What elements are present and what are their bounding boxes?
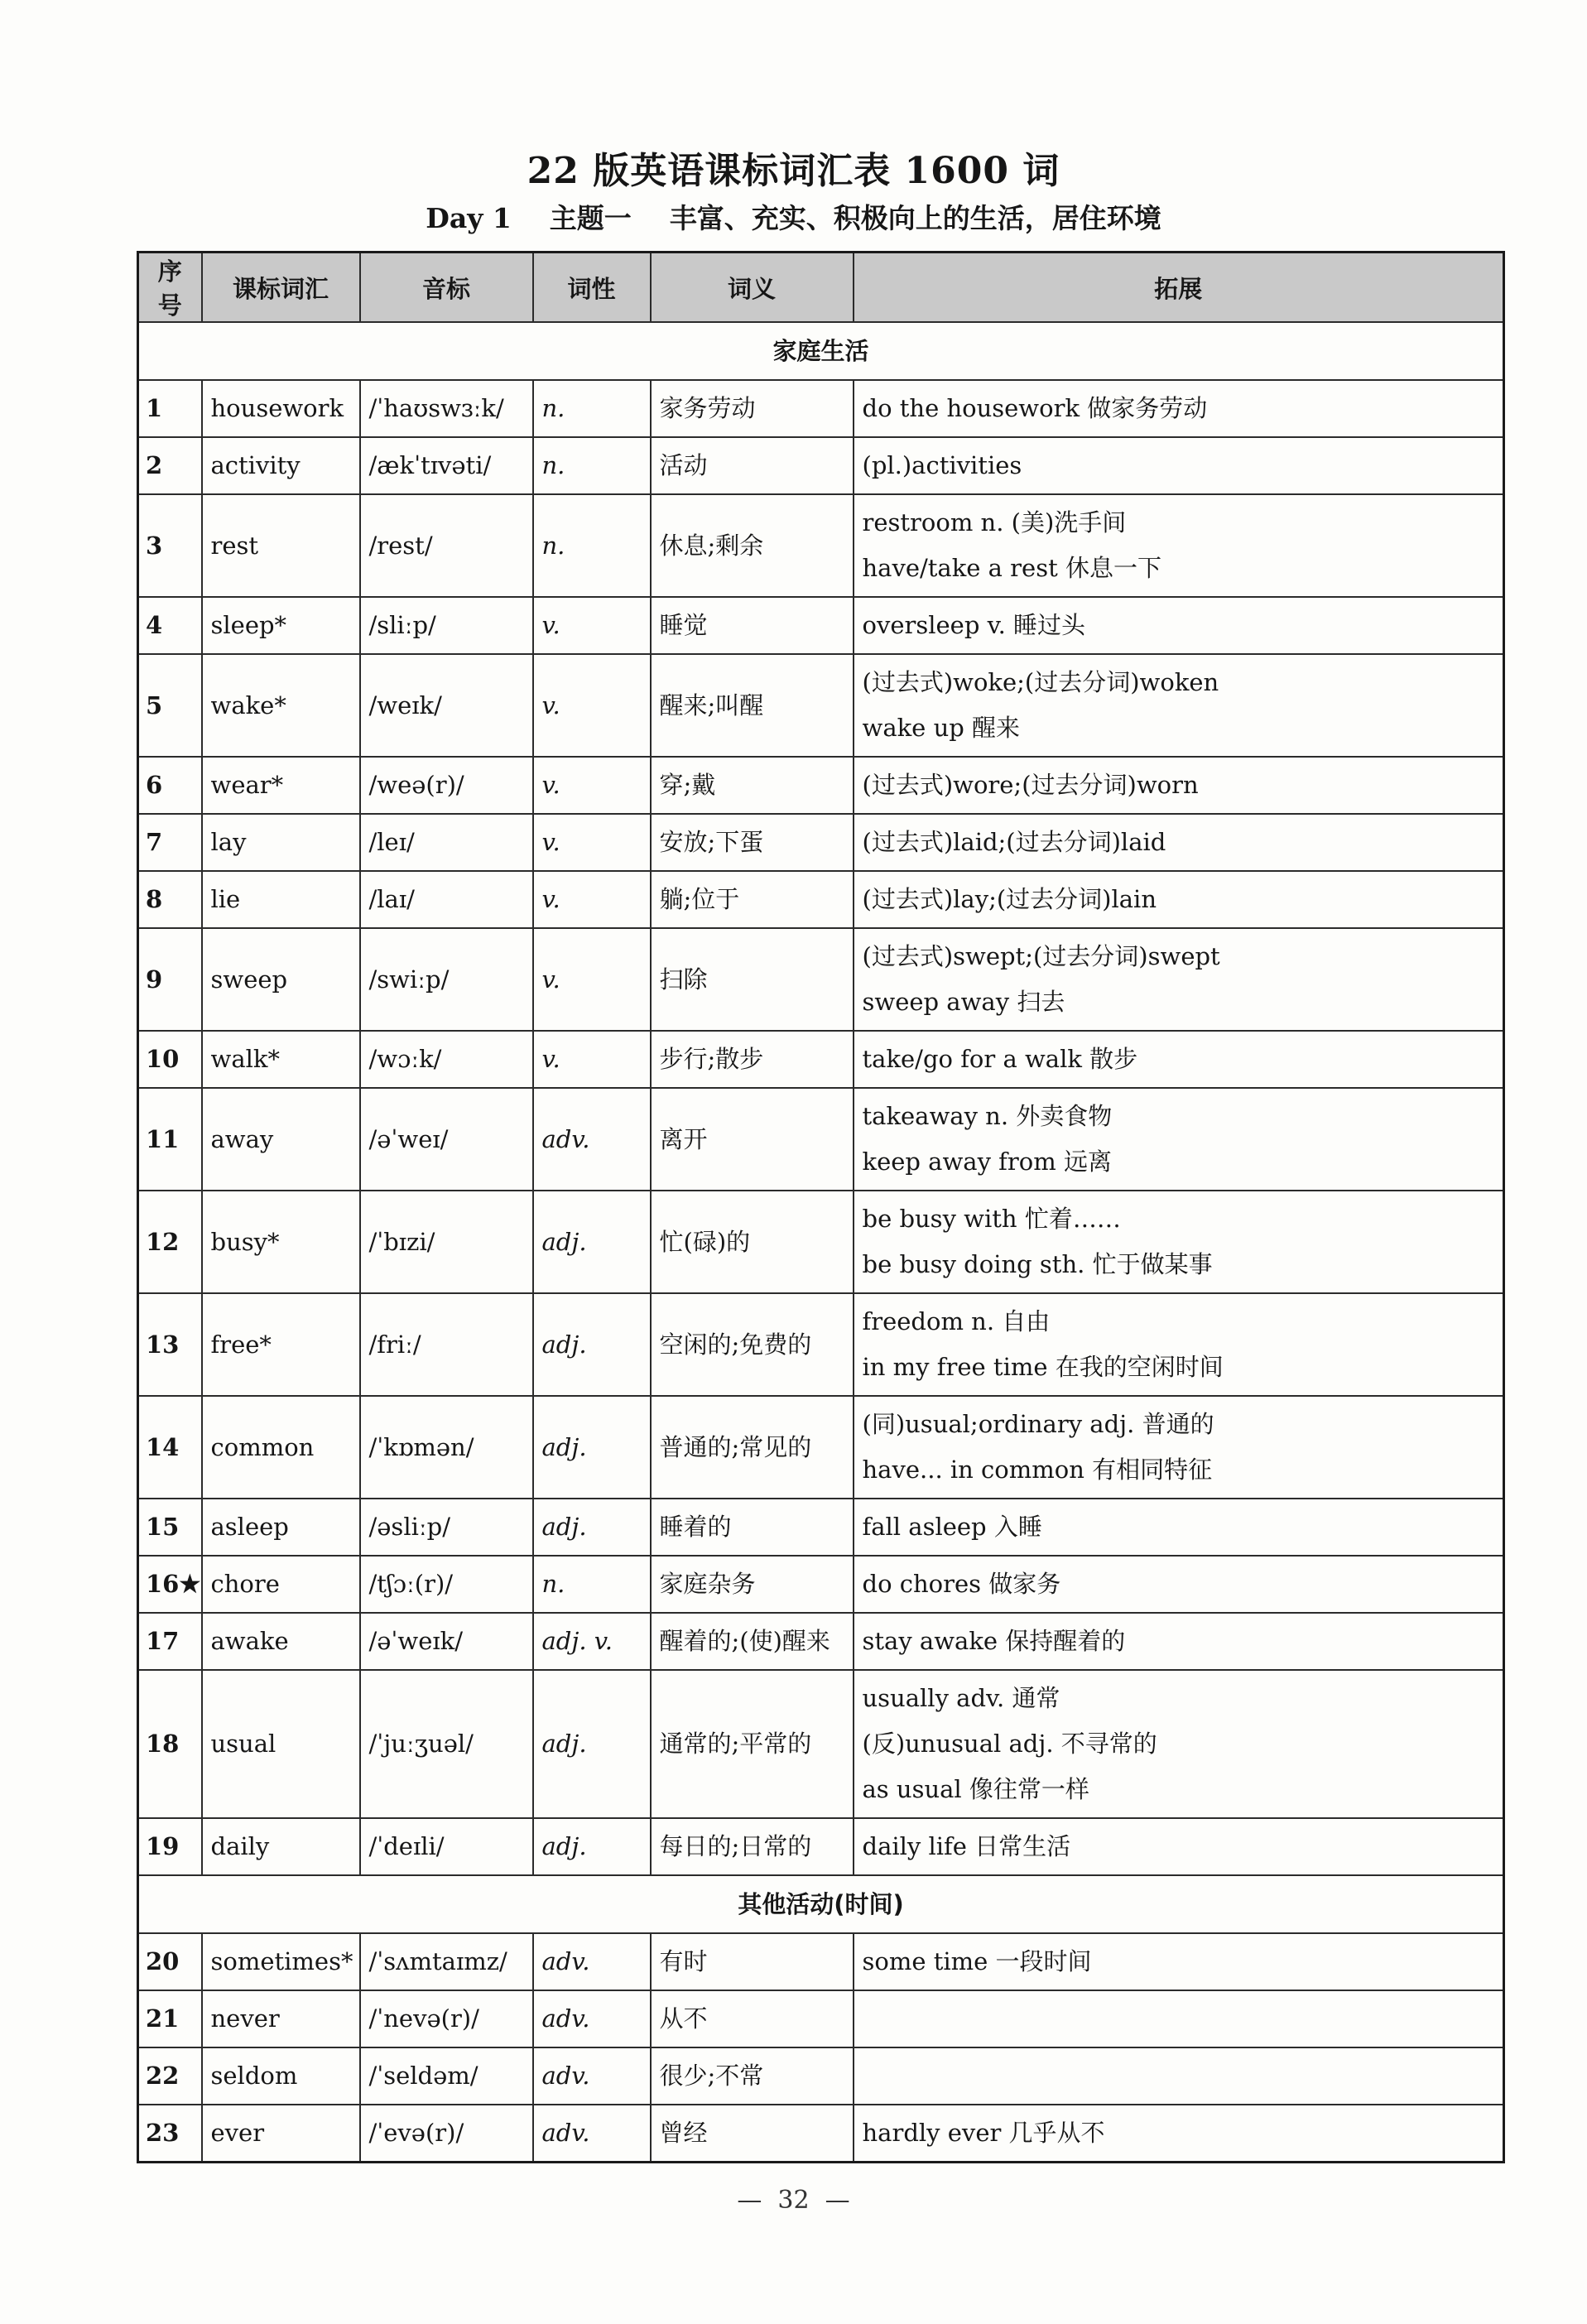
phonetic: /sliːp/ [360, 597, 533, 654]
extension-line: as usual 像往常一样 [862, 1775, 1089, 1803]
meaning: 活动 [651, 437, 854, 494]
row-number: 21 [138, 1990, 202, 2047]
table-row [138, 1396, 1504, 1499]
phonetic: /ˈkɒmən/ [360, 1396, 533, 1499]
row-number: 15 [138, 1499, 202, 1556]
header-word: 课标词汇 [202, 253, 360, 323]
part-of-speech: n. [533, 494, 651, 597]
row-number: 8 [138, 871, 202, 928]
vocab-word: busy* [202, 1191, 360, 1293]
extension-line: takeaway n. 外卖食物 [862, 1102, 1113, 1130]
meaning: 很少;不常 [651, 2047, 854, 2105]
row-number: 6 [138, 757, 202, 814]
vocab-word: seldom [202, 2047, 360, 2105]
row-number: 2 [138, 437, 202, 494]
extension [854, 1990, 1504, 2047]
extension-line: (反)unusual adj. 不寻常的 [862, 1730, 1157, 1758]
part-of-speech: adv. [533, 1088, 651, 1191]
phonetic: /ˈevə(r)/ [360, 2105, 533, 2162]
vocab-word: usual [202, 1670, 360, 1818]
extension [854, 437, 1504, 494]
table-row [138, 928, 1504, 1031]
table-row [138, 1293, 1504, 1396]
vocab-word: never [202, 1990, 360, 2047]
header-phonetic: 音标 [360, 253, 533, 323]
extension-line: (过去式)wore;(过去分词)worn [862, 771, 1199, 799]
table-row [138, 1499, 1504, 1556]
row-number: 19 [138, 1818, 202, 1875]
extension-line: sweep away 扫去 [862, 988, 1065, 1016]
section-title: 其他活动(时间) [138, 1875, 1504, 1933]
part-of-speech: adv. [533, 2047, 651, 2105]
vocab-word: sleep* [202, 597, 360, 654]
phonetic: /ˈdeɪli/ [360, 1818, 533, 1875]
part-of-speech: adj. [533, 1293, 651, 1396]
phonetic: /ˈnevə(r)/ [360, 1990, 533, 2047]
extension-line: in my free time 在我的空闲时间 [862, 1353, 1224, 1381]
table-row [138, 380, 1504, 437]
header-part-of-speech: 词性 [533, 253, 651, 323]
table-header-row [138, 253, 1504, 323]
vocab-word: daily [202, 1818, 360, 1875]
vocab-word: common [202, 1396, 360, 1499]
extension [854, 1499, 1504, 1556]
meaning: 躺;位于 [651, 871, 854, 928]
part-of-speech: adj. [533, 1191, 651, 1293]
meaning: 从不 [651, 1990, 854, 2047]
extension [854, 1031, 1504, 1088]
vocab-word: chore [202, 1556, 360, 1613]
table-row [138, 871, 1504, 928]
phonetic: /ˈbɪzi/ [360, 1191, 533, 1293]
vocab-body [138, 322, 1504, 2162]
meaning: 休息;剩余 [651, 494, 854, 597]
meaning: 通常的;平常的 [651, 1670, 854, 1818]
extension-line: (过去式)woke;(过去分词)woken [862, 668, 1219, 696]
extension-line: some time 一段时间 [862, 1947, 1092, 1975]
vocab-word: asleep [202, 1499, 360, 1556]
vocab-table [137, 251, 1505, 2163]
extension-line: have/take a rest 休息一下 [862, 554, 1161, 582]
extension-line: (过去式)lay;(过去分词)lain [862, 885, 1157, 913]
part-of-speech: adj. [533, 1396, 651, 1499]
vocab-word: walk* [202, 1031, 360, 1088]
part-of-speech: v. [533, 597, 651, 654]
vocab-word: ever [202, 2105, 360, 2162]
row-number: 12 [138, 1191, 202, 1293]
part-of-speech: v. [533, 757, 651, 814]
extension-line: (同)usual;ordinary adj. 普通的 [862, 1410, 1214, 1438]
phonetic: /ækˈtɪvəti/ [360, 437, 533, 494]
phonetic: /swiːp/ [360, 928, 533, 1031]
part-of-speech: v. [533, 814, 651, 871]
extension-line: do chores 做家务 [862, 1570, 1061, 1598]
vocab-word: housework [202, 380, 360, 437]
page-subtitle: Day 1 主题一 丰富、充实、积极向上的生活，居住环境 [426, 202, 1161, 234]
extension [854, 1933, 1504, 1990]
meaning: 空闲的;免费的 [651, 1293, 854, 1396]
table-row [138, 1613, 1504, 1670]
extension [854, 597, 1504, 654]
extension-line: have... in common 有相同特征 [862, 1456, 1213, 1484]
meaning: 忙(碌)的 [651, 1191, 854, 1293]
phonetic: /laɪ/ [360, 871, 533, 928]
extension [854, 1191, 1504, 1293]
part-of-speech: adv. [533, 1933, 651, 1990]
part-of-speech: v. [533, 928, 651, 1031]
extension [854, 1818, 1504, 1875]
extension-line: be busy doing sth. 忙于做某事 [862, 1250, 1213, 1278]
extension [854, 380, 1504, 437]
meaning: 步行;散步 [651, 1031, 854, 1088]
part-of-speech: v. [533, 654, 651, 757]
meaning: 每日的;日常的 [651, 1818, 854, 1875]
row-number: 23 [138, 2105, 202, 2162]
extension-line: hardly ever 几乎从不 [862, 2118, 1105, 2147]
row-number: 18 [138, 1670, 202, 1818]
table-row [138, 1818, 1504, 1875]
page-number: — 32 — [737, 2186, 850, 2215]
row-number: 20 [138, 1933, 202, 1990]
vocab-word: lay [202, 814, 360, 871]
header-number: 序号 [138, 253, 202, 323]
meaning: 醒来;叫醒 [651, 654, 854, 757]
table-row [138, 437, 1504, 494]
page-title: 22 版英语课标词汇表 1600 词 [527, 150, 1060, 192]
table-row [138, 2105, 1504, 2162]
meaning: 曾经 [651, 2105, 854, 2162]
vocab-word: wear* [202, 757, 360, 814]
phonetic: /leɪ/ [360, 814, 533, 871]
extension [854, 1613, 1504, 1670]
phonetic: /friː/ [360, 1293, 533, 1396]
part-of-speech: adj. [533, 1499, 651, 1556]
table-row [138, 654, 1504, 757]
extension-line: usually adv. 通常 [862, 1684, 1060, 1712]
extension-line: fall asleep 入睡 [862, 1513, 1042, 1541]
part-of-speech: adj. [533, 1818, 651, 1875]
extension [854, 1556, 1504, 1613]
phonetic: /tʃɔː(r)/ [360, 1556, 533, 1613]
table-row [138, 1933, 1504, 1990]
extension [854, 2047, 1504, 2105]
row-number: 17 [138, 1613, 202, 1670]
vocab-word: sweep [202, 928, 360, 1031]
phonetic: /əˈweɪk/ [360, 1613, 533, 1670]
extension [854, 2105, 1504, 2162]
header-meaning: 词义 [651, 253, 854, 323]
row-number: 4 [138, 597, 202, 654]
extension-line: daily life 日常生活 [862, 1832, 1071, 1860]
table-row [138, 2047, 1504, 2105]
section-row [138, 1875, 1504, 1933]
row-number: 13 [138, 1293, 202, 1396]
extension-line: (过去式)swept;(过去分词)swept [862, 942, 1220, 970]
meaning: 睡着的 [651, 1499, 854, 1556]
part-of-speech: n. [533, 1556, 651, 1613]
extension-line: (过去式)laid;(过去分词)laid [862, 828, 1166, 856]
extension-line: take/go for a walk 散步 [862, 1045, 1138, 1073]
extension [854, 1670, 1504, 1818]
part-of-speech: n. [533, 437, 651, 494]
extension-line: restroom n. (美)洗手间 [862, 508, 1127, 536]
part-of-speech: adj. v. [533, 1613, 651, 1670]
row-number: 22 [138, 2047, 202, 2105]
extension [854, 928, 1504, 1031]
extension [854, 757, 1504, 814]
row-number: 3 [138, 494, 202, 597]
row-number: 7 [138, 814, 202, 871]
extension-line: be busy with 忙着…… [862, 1205, 1121, 1233]
extension [854, 654, 1504, 757]
vocab-word: activity [202, 437, 360, 494]
part-of-speech: n. [533, 380, 651, 437]
part-of-speech: adv. [533, 1990, 651, 2047]
phonetic: /əsliːp/ [360, 1499, 533, 1556]
table-row [138, 1670, 1504, 1818]
phonetic: /ˈjuːʒuəl/ [360, 1670, 533, 1818]
vocab-word: free* [202, 1293, 360, 1396]
phonetic: /əˈweɪ/ [360, 1088, 533, 1191]
meaning: 家庭杂务 [651, 1556, 854, 1613]
section-row [138, 322, 1504, 380]
table-row [138, 1556, 1504, 1613]
part-of-speech: v. [533, 871, 651, 928]
vocab-word: sometimes* [202, 1933, 360, 1990]
table-row [138, 814, 1504, 871]
phonetic: /weə(r)/ [360, 757, 533, 814]
meaning: 普通的;常见的 [651, 1396, 854, 1499]
meaning: 醒着的;(使)醒来 [651, 1613, 854, 1670]
phonetic: /weɪk/ [360, 654, 533, 757]
table-row [138, 494, 1504, 597]
meaning: 家务劳动 [651, 380, 854, 437]
extension-line: freedom n. 自由 [862, 1307, 1051, 1335]
extension [854, 814, 1504, 871]
row-number: 16★ [138, 1556, 202, 1613]
extension-line: (pl.)activities [862, 451, 1022, 479]
extension [854, 871, 1504, 928]
meaning: 安放;下蛋 [651, 814, 854, 871]
row-number: 5 [138, 654, 202, 757]
row-number: 1 [138, 380, 202, 437]
extension-line: keep away from 远离 [862, 1148, 1112, 1176]
meaning: 穿;戴 [651, 757, 854, 814]
row-number: 9 [138, 928, 202, 1031]
extension-line: stay awake 保持醒着的 [862, 1627, 1126, 1655]
part-of-speech: adv. [533, 2105, 651, 2162]
table-row [138, 1191, 1504, 1293]
meaning: 扫除 [651, 928, 854, 1031]
table-row [138, 1088, 1504, 1191]
table-row [138, 597, 1504, 654]
row-number: 14 [138, 1396, 202, 1499]
extension-line: do the housework 做家务劳动 [862, 394, 1208, 422]
table-row [138, 1990, 1504, 2047]
header-extension: 拓展 [854, 253, 1504, 323]
extension-line: wake up 醒来 [862, 714, 1021, 742]
row-number: 10 [138, 1031, 202, 1088]
extension [854, 1088, 1504, 1191]
part-of-speech: v. [533, 1031, 651, 1088]
meaning: 有时 [651, 1933, 854, 1990]
table-row [138, 757, 1504, 814]
phonetic: /ˈsʌmtaɪmz/ [360, 1933, 533, 1990]
vocab-word: away [202, 1088, 360, 1191]
vocab-word: awake [202, 1613, 360, 1670]
meaning: 睡觉 [651, 597, 854, 654]
extension [854, 494, 1504, 597]
meaning: 离开 [651, 1088, 854, 1191]
row-number: 11 [138, 1088, 202, 1191]
extension-line: oversleep v. 睡过头 [862, 611, 1086, 639]
vocab-word: lie [202, 871, 360, 928]
phonetic: /ˈhaʊswɜːk/ [360, 380, 533, 437]
extension [854, 1396, 1504, 1499]
vocab-word: wake* [202, 654, 360, 757]
phonetic: /wɔːk/ [360, 1031, 533, 1088]
section-title: 家庭生活 [138, 322, 1504, 380]
part-of-speech: adj. [533, 1670, 651, 1818]
phonetic: /ˈseldəm/ [360, 2047, 533, 2105]
extension [854, 1293, 1504, 1396]
vocab-word: rest [202, 494, 360, 597]
table-row [138, 1031, 1504, 1088]
phonetic: /rest/ [360, 494, 533, 597]
